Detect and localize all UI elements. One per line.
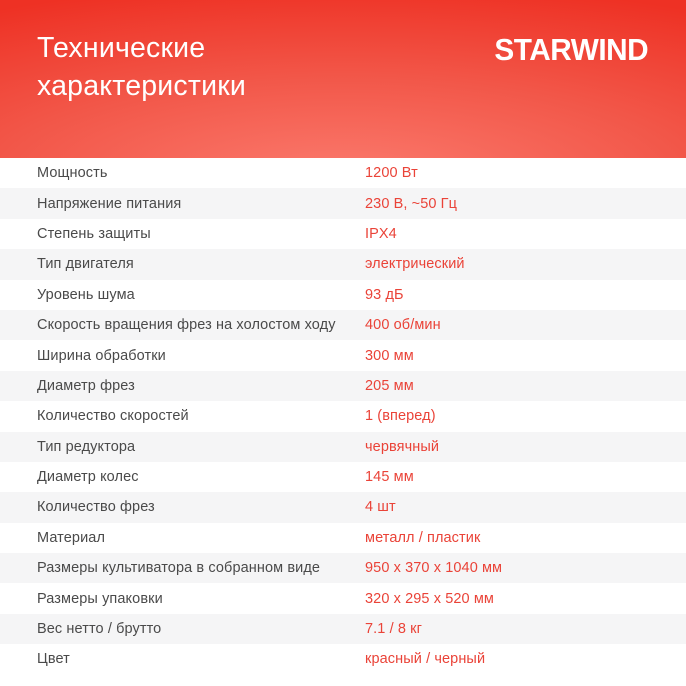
table-row	[0, 188, 686, 218]
page-title: Технические характеристики	[37, 32, 247, 102]
table-row	[0, 644, 686, 674]
spec-value: 230 В, ~50 Гц	[365, 195, 458, 212]
spec-value: 93 дБ	[365, 286, 404, 303]
spec-label: Цвет	[37, 651, 70, 668]
spec-value: 400 об/мин	[365, 317, 441, 334]
spec-label: Мощность	[37, 165, 108, 182]
spec-label: Диаметр колес	[37, 469, 139, 486]
spec-label: Диаметр фрез	[37, 377, 135, 394]
table-row	[0, 432, 686, 462]
spec-value: красный / черный	[365, 651, 486, 668]
spec-label: Материал	[37, 529, 106, 546]
spec-label: Количество фрез	[37, 499, 155, 516]
table-row	[0, 219, 686, 249]
spec-label: Вес нетто / брутто	[37, 621, 162, 638]
spec-value: электрический	[365, 256, 465, 273]
spec-label: Ширина обработки	[37, 347, 166, 364]
spec-value: 1 (вперед)	[365, 408, 436, 425]
header	[0, 0, 686, 158]
table-row	[0, 614, 686, 644]
table-row	[0, 310, 686, 340]
table-row	[0, 401, 686, 431]
table-row	[0, 583, 686, 613]
spec-value: 4 шт	[365, 499, 396, 516]
table-row	[0, 158, 686, 188]
spec-table	[0, 158, 686, 675]
spec-label: Количество скоростей	[37, 408, 189, 425]
spec-value: 205 мм	[365, 377, 414, 394]
spec-label: Тип двигателя	[37, 256, 134, 273]
table-row	[0, 553, 686, 583]
spec-value: 1200 Вт	[365, 165, 418, 182]
spec-label: Напряжение питания	[37, 195, 182, 212]
table-row	[0, 492, 686, 522]
spec-value: металл / пластик	[365, 529, 481, 546]
table-row	[0, 280, 686, 310]
spec-value: IPX4	[365, 225, 397, 242]
spec-label: Тип редуктора	[37, 438, 136, 455]
table-row	[0, 523, 686, 553]
starwind-logo: STARWIND	[494, 32, 648, 67]
spec-value: 300 мм	[365, 347, 414, 364]
spec-value: 320 x 295 x 520 мм	[365, 590, 494, 607]
spec-label: Скорость вращения фрез на холостом ходу	[37, 317, 336, 334]
spec-label: Степень защиты	[37, 225, 151, 242]
table-row	[0, 249, 686, 279]
spec-value: 950 x 370 x 1040 мм	[365, 560, 503, 577]
spec-value: червячный	[365, 438, 440, 455]
spec-label: Уровень шума	[37, 286, 135, 303]
spec-value: 7.1 / 8 кг	[365, 621, 422, 638]
table-row	[0, 371, 686, 401]
table-row	[0, 462, 686, 492]
spec-label: Размеры культиватора в собранном виде	[37, 560, 321, 577]
spec-label: Размеры упаковки	[37, 590, 163, 607]
spec-value: 145 мм	[365, 469, 414, 486]
table-row	[0, 340, 686, 370]
